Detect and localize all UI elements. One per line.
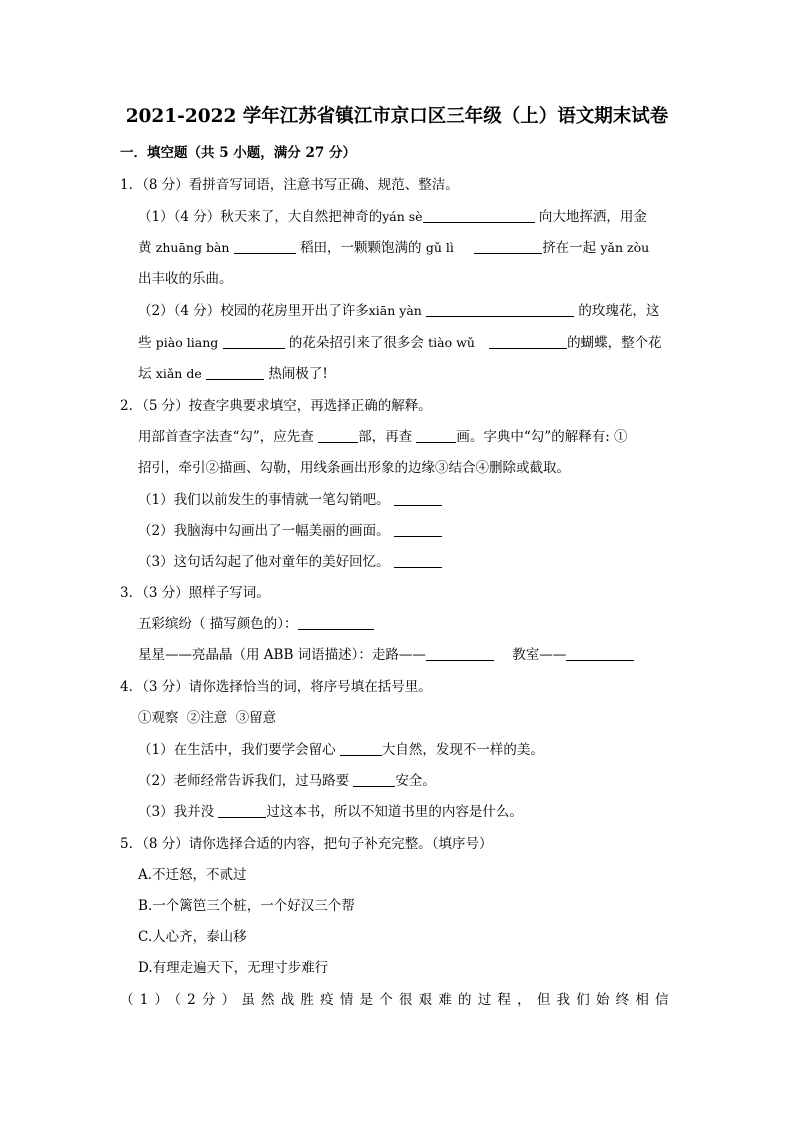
text: 些: [138, 335, 152, 351]
q1-part1-line2: [138, 238, 649, 258]
text: （2）老师经常告诉我们，过马路要: [138, 773, 350, 789]
q5-option-d: D.有理走遍天下，无理寸步难行: [138, 960, 329, 976]
text: 星星——亮晶晶（用 ABB 词语描述）：走路——: [138, 647, 426, 663]
q4-sentence-1: [138, 740, 544, 760]
answer-blank[interactable]: [353, 772, 395, 787]
text: 五彩缤纷（ 描写颜色的）：: [138, 616, 298, 632]
q1-part2-line1: [138, 301, 659, 321]
text: 画。字典中“勾”的解释有: ①: [456, 429, 628, 445]
text: （1）（4 分）秋天来了，大自然把神奇的: [138, 209, 383, 225]
text: （1）在生活中，我们要学会留心: [138, 742, 336, 758]
text: 大自然，发现不一样的美。: [381, 742, 544, 758]
answer-blank[interactable]: [416, 428, 456, 443]
q2-line2: 招引，牵引②描画、勾勒，用线条画出形象的边缘③结合④删除或截取。: [138, 460, 570, 476]
answer-blank[interactable]: [474, 239, 542, 254]
text: （1）我们以前发生的事情就一笔勾销吧。: [138, 492, 390, 508]
text: 的玫瑰花，这: [578, 303, 660, 319]
text: 热闹极了!: [268, 366, 328, 382]
q5-stem: 5．（8 分）请你选择合适的内容，把句子补充完整。（填序号）: [120, 836, 493, 852]
q2-sentence-1: [138, 490, 442, 510]
q5-option-c: C.人心齐，泰山移: [138, 929, 247, 945]
q2-sentence-3: [138, 552, 442, 572]
text: （2）我脑海中勾画出了一幅美丽的画面。: [138, 523, 390, 539]
q5-sentence-1: （1）（2分）虽然战胜疫情是个很艰难的过程，但我们始终相信: [120, 992, 675, 1008]
text: 安全。: [395, 773, 436, 789]
pinyin: zhuāng bàn: [155, 240, 230, 255]
text: 部，再查: [358, 429, 413, 445]
q4-sentence-3: [138, 802, 523, 822]
text: 稻田，一颗颗饱满的: [300, 240, 422, 256]
q1-stem: 1．（8 分）看拼音写词语，注意书写正确、规范、整洁。: [120, 177, 459, 193]
q5-option-a: A.不迁怒，不贰过: [138, 867, 247, 883]
text: 教室——: [512, 647, 567, 663]
answer-blank[interactable]: [298, 615, 374, 630]
q4-stem: 4．（3 分）请你选择恰当的词，将序号填在括号里。: [120, 679, 432, 695]
pinyin: piào liang: [155, 335, 219, 350]
page-title: 2021-2022 学年江苏省镇江市京口区三年级（上）语文期末试卷: [125, 106, 669, 127]
answer-blank[interactable]: [318, 428, 358, 443]
answer-blank[interactable]: [218, 803, 266, 818]
pinyin: gǔ lì: [425, 240, 454, 255]
q4-sentence-2: [138, 771, 436, 791]
q1-part2-line3: [138, 364, 328, 384]
text: 挤在一起: [542, 240, 597, 256]
answer-blank[interactable]: [340, 741, 382, 756]
q3-line2: [138, 645, 634, 665]
pinyin: tiào wǔ: [428, 335, 475, 350]
text: （3）这句话勾起了他对童年的美好回忆。: [138, 554, 390, 570]
text: 坛: [138, 366, 152, 382]
answer-blank[interactable]: [423, 208, 535, 223]
text: 用部首查字法查“勾”，应先查: [138, 429, 314, 445]
answer-blank[interactable]: [394, 522, 442, 537]
answer-blank[interactable]: [206, 365, 264, 380]
text: 的花朵招引来了很多会: [288, 335, 424, 351]
answer-blank[interactable]: [566, 646, 634, 661]
pinyin: xiǎn de: [155, 366, 202, 381]
text: 的蝴蝶，整个花: [567, 335, 662, 351]
answer-blank[interactable]: [489, 334, 567, 349]
answer-blank[interactable]: [394, 491, 442, 506]
q2-sentence-2: [138, 521, 442, 541]
answer-blank[interactable]: [426, 302, 574, 317]
q1-part1-line3: 出丰收的乐曲。: [138, 271, 233, 287]
answer-blank[interactable]: [426, 646, 494, 661]
answer-blank[interactable]: [223, 334, 285, 349]
q1-part2-line2: [138, 333, 662, 353]
text: 黄: [138, 240, 152, 256]
q1-part1-line1: [138, 207, 647, 227]
text: 向大地挥洒，用金: [538, 209, 647, 225]
pinyin: yǎn zòu: [600, 240, 650, 255]
text: 过这本书，所以不知道书里的内容是什么。: [266, 804, 523, 820]
q5-option-b: B.一个篱笆三个桩，一个好汉三个帮: [138, 898, 355, 914]
answer-blank[interactable]: [234, 239, 296, 254]
pinyin: yán sè: [382, 209, 423, 224]
q4-options: ①观察 ②注意 ③留意: [138, 710, 277, 726]
answer-blank[interactable]: [394, 553, 442, 568]
q3-line1: [138, 614, 374, 634]
text: （3）我并没: [138, 804, 215, 820]
section-heading: 一．填空题（共 5 小题，满分 27 分）: [120, 145, 356, 161]
q3-stem: 3．（3 分）照样子写词。: [120, 585, 270, 601]
q2-line1: [138, 427, 628, 447]
text: （2）（4 分）校园的花房里开出了许多: [138, 303, 369, 319]
q2-stem: 2．（5 分）按查字典要求填空，再选择正确的解释。: [120, 398, 432, 414]
pinyin: xiān yàn: [368, 303, 422, 318]
